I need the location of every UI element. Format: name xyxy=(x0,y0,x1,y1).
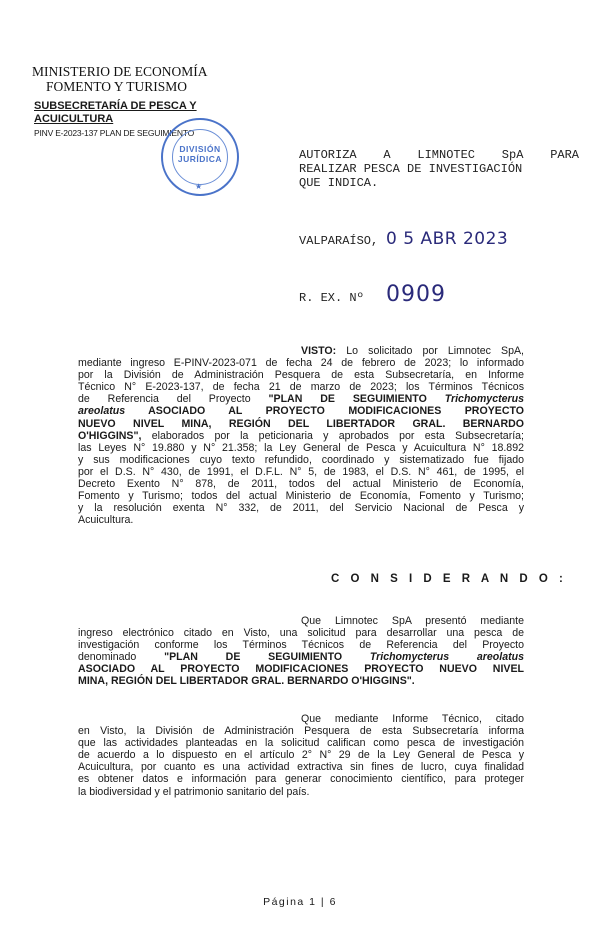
species-name: Trichomycterus xyxy=(444,393,524,406)
title-line-3: QUE INDICA. xyxy=(299,176,379,190)
considerando-line: Que Limnotec SpA presentó mediante xyxy=(301,615,524,627)
visto-line-4: Técnico N° E-2023-137, de fecha 21 de marzo de 2023; los Términos Técnicos xyxy=(78,381,524,394)
considerando-text: denominado xyxy=(78,651,165,664)
species-name: areolatus xyxy=(78,405,126,418)
considerando-line: ingreso electrónico citado en Visto, una solicitud para desarrollar una pesca de xyxy=(78,627,524,640)
division-juridica-stamp xyxy=(161,118,239,196)
considerando-line: la biodiversidad y el patrimonio sanitario del país. xyxy=(78,785,310,798)
visto-line-6 xyxy=(78,405,524,417)
visto-line-10: y sus modificaciones cuyo texto refundido, coordinado y sistematizado fue fijado xyxy=(78,453,524,466)
stamp-text xyxy=(163,144,237,164)
considerando-line: Acuicultura, por cuanto es una actividad extractiva sin fines de lucro, cuya finalidad xyxy=(78,761,524,774)
considerando-line: que las actividades planteadas en la solicitud califican como pesca de investigación xyxy=(78,737,524,750)
page-number: Página 1 | 6 xyxy=(263,896,337,908)
visto-line-13: Fomento y Turismo; todos del actual Ministerio de Economía, Fomento y Turismo; xyxy=(78,490,524,503)
species-name: Trichomycterus areolatus xyxy=(369,651,524,664)
date-place: VALPARAÍSO, xyxy=(299,234,379,248)
subsecretaria-name: SUBSECRETARÍA DE PESCA Y xyxy=(34,100,197,112)
date-stamp: 0 5 ABR 2023 xyxy=(386,229,509,249)
resolution-number: 0909 xyxy=(386,282,446,307)
subsecretaria-header xyxy=(34,100,197,126)
considerando-line xyxy=(78,663,524,675)
considerando-line: de acuerdo a lo dispuesto en el artículo 2° N° 29 de la Ley General de Pesca y xyxy=(78,749,524,762)
visto-line-15: Acuicultura. xyxy=(78,514,134,527)
considerando-paragraph-1 xyxy=(78,615,524,688)
visto-line-9: las Leyes N° 19.880 y N° 21.358; la Ley General de Pesca y Acuicultura N° 18.892 xyxy=(78,441,524,454)
project-name: "PLAN DE SEGUIMIENTO xyxy=(164,651,370,664)
visto-line-14: y la resolución exenta N° 332, de 2011, del Servicio Nacional de Pesca y xyxy=(78,502,524,515)
resolution-label: R. EX. Nº xyxy=(299,291,364,305)
considerando-line: es obtener datos e información para generar conocimiento científico, para proteger xyxy=(78,773,524,786)
project-name: NUEVO NIVEL MINA, REGIÓN DEL LIBERTADOR GRAL. BERNARDO xyxy=(78,417,524,430)
visto-line-12: Decreto Exento N° 878, de 2011, todos del actual Ministerio de Economía, xyxy=(78,478,524,491)
visto-line-1 xyxy=(78,345,524,357)
visto-line-5 xyxy=(78,393,524,405)
considerando-line xyxy=(78,651,524,663)
visto-line-8 xyxy=(78,430,524,442)
visto-line-2: mediante ingreso E-PINV-2023-071 de fecha 24 de febrero de 2023; lo informado xyxy=(78,357,524,370)
reference-code: PINV E-2023-137 PLAN DE SEGUIMIENTO xyxy=(34,128,195,138)
ministry-name-2: FOMENTO Y TURISMO xyxy=(46,79,188,94)
visto-heading: VISTO: xyxy=(301,345,337,357)
visto-line-3: por la División de Administración Pesquera de esta Subsecretaría, en Informe xyxy=(78,369,524,382)
stamp-line-2: JURÍDICA xyxy=(177,154,223,164)
title-line-1: AUTORIZA A LIMNOTEC SpA PARA xyxy=(299,148,579,162)
considerando-line: Que mediante Informe Técnico, citado xyxy=(301,713,524,725)
subsecretaria-name-2: ACUICULTURA xyxy=(34,113,114,125)
title-line-2: REALIZAR PESCA DE INVESTIGACIÓN xyxy=(299,162,523,176)
visto-text: Lo solicitado por Limnotec SpA, xyxy=(336,345,524,357)
considerando-line xyxy=(78,675,524,687)
ministry-name: MINISTERIO DE ECONOMÍA xyxy=(32,64,208,79)
ministry-header xyxy=(32,64,212,94)
visto-text: de Referencia del Proyecto xyxy=(78,393,269,406)
project-name: MINA, REGIÓN DEL LIBERTADOR GRAL. BERNARDO O'HIGGINS". xyxy=(78,675,415,688)
visto-text: elaborados por la peticionaria y aprobados por esta Subsecretaría; xyxy=(151,429,524,442)
visto-line-11: por el D.S. N° 430, de 1991, el D.F.L. N° 5, de 1983, el D.S. N° 461, de 1995, el xyxy=(78,465,524,478)
project-name: ASOCIADO AL PROYECTO MODIFICACIONES PROYECTO NUEVO NIVEL xyxy=(78,663,524,676)
project-name: ASOCIADO AL PROYECTO MODIFICACIONES PROYECTO xyxy=(125,405,524,418)
project-name: O'HIGGINS", xyxy=(78,429,142,442)
star-icon: ★ xyxy=(195,182,203,191)
visto-section xyxy=(78,345,524,526)
visto-line-7 xyxy=(78,418,524,430)
resolution-title xyxy=(299,148,579,190)
considerando-heading: C O N S I D E R A N D O : xyxy=(331,573,567,585)
project-name: "PLAN DE SEGUIMIENTO xyxy=(268,393,445,406)
considerando-paragraph-2 xyxy=(78,713,524,798)
considerando-line: en Visto, la División de Administración Pesquera de esta Subsecretaría informa xyxy=(78,725,524,738)
stamp-line-1: DIVISIÓN xyxy=(179,144,221,154)
considerando-line: investigación conforme los Términos Técnicos de Referencia del Proyecto xyxy=(78,639,524,652)
